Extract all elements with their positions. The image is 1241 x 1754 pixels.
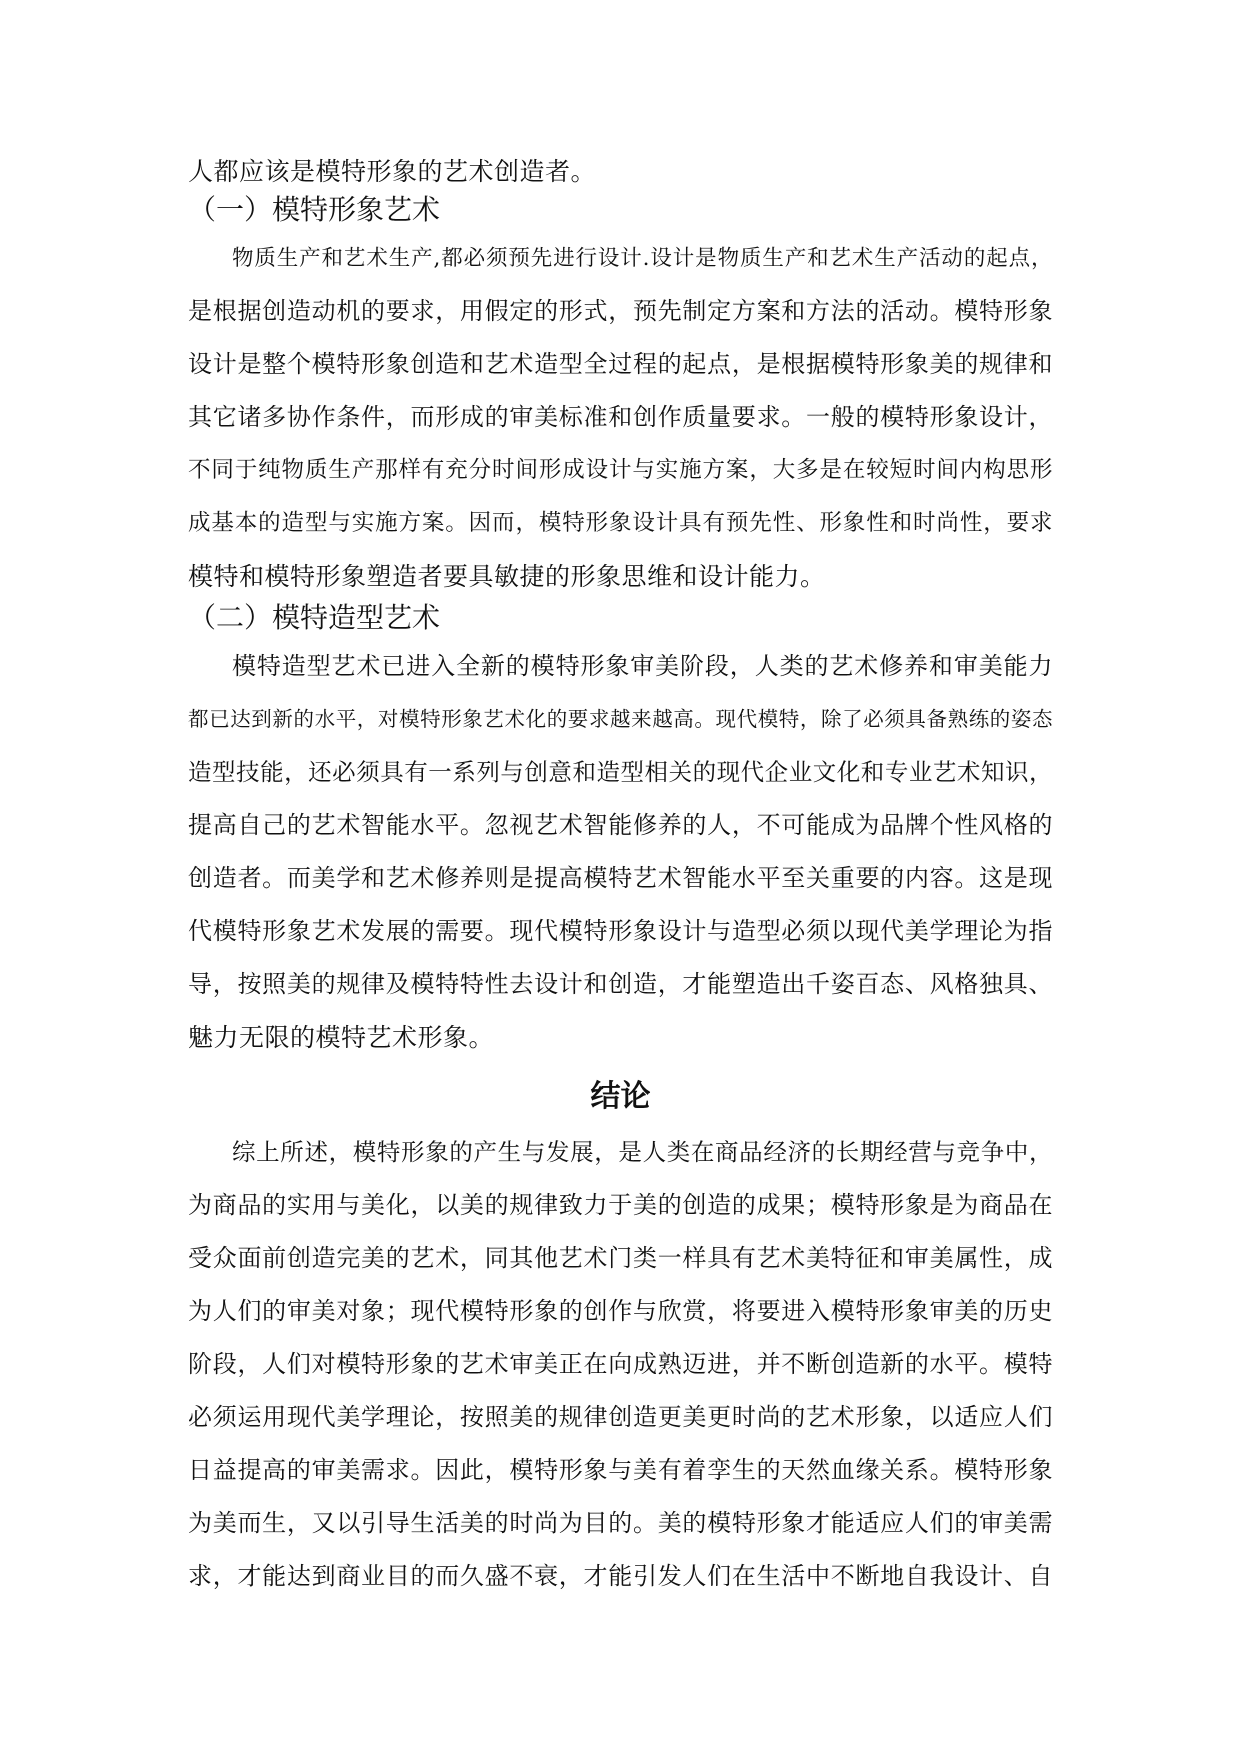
- paragraph-line: 造型技能，还必须具有一系列与创意和造型相关的现代企业文化和专业艺术知识，: [188, 758, 1053, 786]
- section-heading-1: （一）模特形象艺术: [188, 193, 441, 226]
- paragraph-conclusion: [188, 1126, 1053, 1603]
- paragraph-model-image-art: [188, 232, 1053, 603]
- conclusion-title: 结论: [590, 1079, 651, 1114]
- paragraph-line: 阶段，人们对模特形象的艺术审美正在向成熟迈进，并不断创造新的水平。模特: [188, 1350, 1053, 1378]
- paragraph-line: 创造者。而美学和艺术修养则是提高模特艺术智能水平至关重要的内容。这是现: [188, 864, 1053, 892]
- paragraph-line: 为美而生，又以引导生活美的时尚为目的。美的模特形象才能适应人们的审美需: [188, 1509, 1053, 1537]
- paragraph-line: 设计是整个模特形象创造和艺术造型全过程的起点，是根据模特形象美的规律和: [188, 350, 1053, 378]
- paragraph-line: 必须运用现代美学理论，按照美的规律创造更美更时尚的艺术形象，以适应人们: [188, 1403, 1053, 1431]
- paragraph-line: 魅力无限的模特艺术形象。: [188, 1023, 495, 1052]
- paragraph-line: 求，才能达到商业目的而久盛不衰，才能引发人们在生活中不断地自我设计、自: [188, 1562, 1053, 1590]
- paragraph-line: 为人们的审美对象；现代模特形象的创作与欣赏，将要进入模特形象审美的历史: [188, 1297, 1053, 1325]
- paragraph-line: 其它诸多协作条件，而形成的审美标准和创作质量要求。一般的模特形象设计，: [188, 403, 1053, 431]
- paragraph-line: 不同于纯物质生产那样有充分时间形成设计与实施方案，大多是在较短时间内构思形: [188, 457, 1053, 483]
- paragraph-line: 导，按照美的规律及模特特性去设计和创造，才能塑造出千姿百态、风格独具、: [188, 970, 1053, 998]
- paragraph-line: 综上所述，模特形象的产生与发展，是人类在商品经济的长期经营与竞争中，: [232, 1138, 1053, 1166]
- paragraph-line: 为商品的实用与美化，以美的规律致力于美的创造的成果；模特形象是为商品在: [188, 1191, 1053, 1219]
- paragraph-line: 模特造型艺术已进入全新的模特形象审美阶段，人类的艺术修养和审美能力: [232, 652, 1053, 680]
- paragraph-line: 物质生产和艺术生产,都必须预先进行设计.设计是物质生产和艺术生产活动的起点，: [232, 246, 1053, 271]
- section-heading-2: （二）模特造型艺术: [188, 601, 441, 634]
- paragraph-line: 提高自己的艺术智能水平。忽视艺术智能修养的人，不可能成为品牌个性风格的: [188, 811, 1053, 839]
- paragraph-line: 是根据创造动机的要求，用假定的形式，预先制定方案和方法的活动。模特形象: [188, 297, 1053, 325]
- paragraph-model-styling-art: [188, 640, 1053, 1064]
- paragraph-line: 都已达到新的水平，对模特形象艺术化的要求越来越高。现代模特，除了必须具备熟练的姿态: [188, 707, 1053, 731]
- paragraph-line: 代模特形象艺术发展的需要。现代模特形象设计与造型必须以现代美学理论为指: [188, 917, 1053, 945]
- paragraph-line: 受众面前创造完美的艺术，同其他艺术门类一样具有艺术美特征和审美属性，成: [188, 1244, 1053, 1272]
- paragraph-line: 人都应该是模特形象的艺术创造者。: [188, 157, 597, 186]
- paragraph-line: 日益提高的审美需求。因此，模特形象与美有着孪生的天然血缘关系。模特形象: [188, 1456, 1053, 1484]
- paragraph-line: 模特和模特形象塑造者要具敏捷的形象思维和设计能力。: [188, 562, 826, 591]
- paragraph-line: 成基本的造型与实施方案。因而，模特形象设计具有预先性、形象性和时尚性，要求: [188, 510, 1053, 536]
